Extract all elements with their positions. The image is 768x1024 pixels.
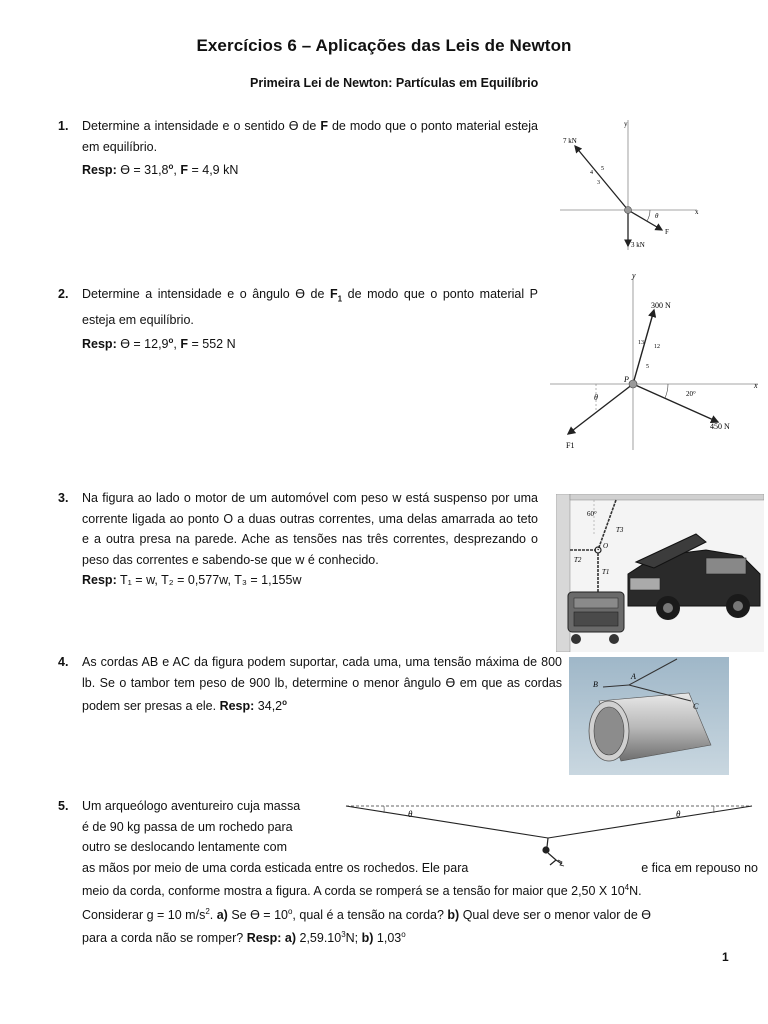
axis-label-y: y — [624, 120, 628, 128]
slope-label: 12 — [654, 344, 660, 350]
rope-right — [548, 806, 752, 838]
exercise-statement: Na figura ao lado o motor de um automóvel com peso w está suspenso por uma corrente ligada ao ponto O a duas outras correntes, uma delas amarrada ao teto e a outra presa na parede. Ache as tensões nas três correntes, desprezando o peso das correntes e sabendo-se que w é conhecido. — [82, 491, 538, 567]
exercise-statement-line: é de 90 kg passa de um rochedo para — [82, 819, 293, 834]
force-diagram-1 — [555, 118, 705, 253]
exercise-number: 3. — [58, 491, 69, 505]
particle — [629, 380, 637, 388]
exercise-statement-line: Um arqueólogo aventureiro cuja massa — [82, 799, 301, 813]
force-label: F — [665, 228, 669, 236]
point-label: P — [624, 375, 629, 384]
exercise-answer: Resp: T₁ = w, T₂ = 0,577w, T₃ = 1,155w — [82, 573, 302, 587]
exercise-answer: Resp: $ϴ = 31,8^o$, F = 4,9 kN — [82, 162, 239, 178]
exercise-statement: Determine a intensidade e o sentido ϴ de F de modo que o ponto material esteja em equilíbrio. — [82, 119, 538, 154]
exercise-statement-line: outro se deslocando lentamente com — [82, 840, 287, 854]
theta-label: θ — [594, 393, 598, 402]
slope-label: 4 — [590, 170, 593, 176]
section-subtitle: Primeira Lei de Newton: Partículas em Equilíbrio — [250, 76, 539, 90]
force-300n-arrow — [633, 310, 654, 384]
exercise-statement-line: as mãos por meio de uma corda esticada entre os rochedos. Ele para e fica em repouso no — [82, 860, 758, 875]
exercise-number: 4. — [58, 655, 69, 669]
page-number: 1 — [722, 950, 729, 964]
point-label: C — [693, 702, 699, 711]
ceiling — [570, 494, 764, 500]
force-7kn-arrow — [575, 146, 628, 210]
exercise-statement: Determine a intensidade e o ângulo ϴ de $F_1$ de modo que o ponto material P esteja em equilíbrio. — [82, 287, 539, 327]
point-label: B — [593, 680, 598, 689]
theta-label: θ — [655, 212, 659, 220]
force-label: F1 — [566, 441, 575, 450]
force-f1-arrow — [568, 384, 633, 434]
page-title: Exercícios 6 – Aplicações das Leis de Newton — [196, 36, 572, 55]
point-label: A — [631, 672, 636, 681]
slope-label: 13 — [638, 340, 644, 346]
chain-label: T2 — [574, 556, 582, 564]
exercise-number: 2. — [58, 287, 69, 301]
exercise-statement-line: Considerar g = 10 $m/s^2$. a) Se $ϴ = 10^o$, qual é a tensão na corda? b) Qual deve ser o menor valor de ϴ — [82, 906, 651, 922]
drum-figure — [569, 657, 729, 775]
particle — [625, 207, 632, 214]
point-label: O — [603, 542, 609, 550]
exercise-answer: Resp: $ϴ = 12,9^o$, F = 552 N — [82, 335, 236, 351]
axis-label-x: x — [754, 381, 758, 390]
angle-label: 20° — [686, 390, 696, 398]
rope-figure — [344, 798, 756, 868]
rope-left — [346, 806, 548, 838]
exercise-statement-line: meio da corda, conforme mostra a figura. A corda se romperá se a tensão for maior que 2,50 X $10^4N$. — [82, 883, 642, 899]
force-label: 300 N — [651, 301, 671, 310]
engine-car-figure — [556, 494, 764, 652]
chain-label: T1 — [602, 568, 610, 576]
exercise-answer: para a corda não se romper? Resp: a) 2,59.10$^3$N; b) 1,03$^o$ — [82, 930, 406, 946]
exercise-number: 1. — [58, 119, 69, 133]
axis-label-y: y — [632, 272, 636, 280]
chain-label: T3 — [616, 526, 624, 534]
angle-label: 60° — [587, 510, 597, 518]
theta-label: θ — [408, 809, 413, 819]
slope-label: 5 — [646, 364, 649, 370]
force-label: 7 kN — [563, 137, 577, 145]
slope-label: 5 — [601, 166, 604, 172]
angle-arc — [665, 384, 668, 398]
force-label: 450 N — [710, 422, 730, 431]
car-window — [706, 558, 746, 574]
axis-label-x: x — [695, 208, 699, 216]
exercise-statement: As cordas AB e AC da figura podem suportar, cada uma, uma tensão máxima de 800 lb. Se o tambor tem peso de 900 lb, determine o menor ângulo ϴ em que as cordas podem ser presas a ele. Resp: 34,2$^o$ — [82, 655, 562, 714]
theta-arc — [647, 210, 650, 221]
slope-label: 3 — [597, 180, 600, 186]
archaeologist-icon — [543, 838, 564, 866]
force-diagram-2 — [548, 272, 763, 457]
force-label: 3 kN — [631, 241, 645, 249]
exercise-number: 5. — [58, 799, 69, 813]
force-450n-arrow — [633, 384, 718, 422]
theta-label: θ — [676, 809, 681, 819]
